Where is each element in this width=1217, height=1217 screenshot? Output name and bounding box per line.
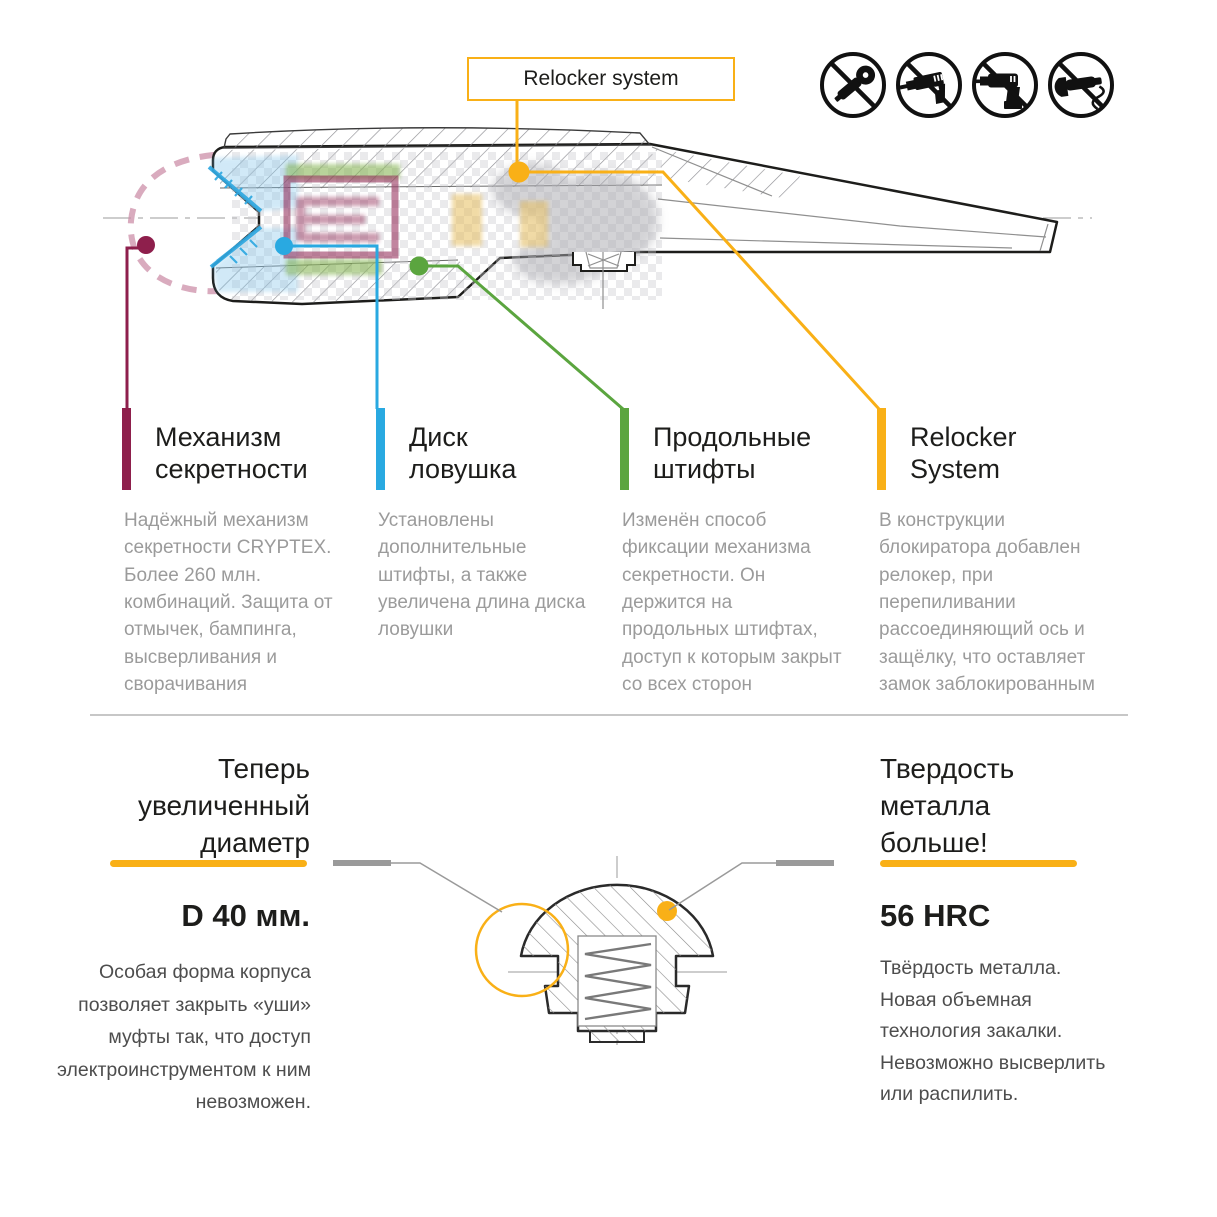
feature-title-line: Продольные — [653, 422, 812, 452]
dome-pin-cross-section — [333, 843, 845, 1055]
feature-description: Изменён способ фиксации механизма секретности. Он держится на продольных штифтах, доступ к которым закрыт со всех сторон — [622, 509, 842, 695]
feature-relocker-system — [877, 408, 1117, 698]
dome-pin-tail — [590, 1031, 644, 1042]
no-hammer-drill-icon — [970, 50, 1040, 120]
diameter-value: D 40 мм. — [181, 898, 310, 933]
feature-description: Установлены дополнительные штифты, а также увеличена длина диска ловушки — [378, 509, 586, 641]
section-divider — [90, 714, 1128, 716]
hardness-title: Твердость металла больше! — [880, 753, 1015, 859]
feature-title — [620, 408, 860, 486]
hardness-marker-dot — [657, 901, 677, 921]
feature-title-line: System — [910, 454, 1001, 485]
hardness-underline — [880, 860, 1077, 867]
feature-secrecy-mechanism — [122, 408, 362, 698]
feature-title — [376, 408, 616, 486]
feature-title-line: Relocker — [910, 422, 1017, 452]
hardness-description: Твёрдость металла. Новая объемная технология закалки. Невозможно высверлить или распилить. — [880, 957, 1106, 1106]
diameter-description: Особая форма корпуса позволяет закрыть «уши» муфты так, что доступ электроинструментом к ним невозможен. — [56, 961, 311, 1114]
relocker-system-callout-box — [467, 57, 735, 101]
feature-title — [122, 408, 362, 486]
diameter-title: Теперь увеличенный диаметр — [137, 753, 310, 859]
feature-color-bar — [620, 408, 629, 490]
relocker-box-label: Relocker system — [523, 67, 679, 90]
feature-description: Надёжный механизм секретности CRYPTEX. Более 260 млн. комбинаций. Защита от отмычек, бампинга, высверливания и сворачивания — [124, 509, 333, 695]
feature-description: В конструкции блокиратора добавлен релокер, при перепиливании рассоединяющий ось и защёлку, что оставляет замок заблокированным — [879, 509, 1095, 695]
left-leader-line — [333, 860, 502, 912]
right-leader-line — [669, 860, 834, 910]
hardness-value: 56 HRC — [880, 898, 991, 933]
body-cap-hatch — [224, 128, 650, 148]
diameter-underline — [110, 860, 307, 867]
prohibited-tools-icons — [818, 50, 1116, 120]
feature-color-bar — [376, 408, 385, 490]
feature-title-line: ловушка — [409, 454, 517, 485]
feature-color-bar — [122, 408, 131, 490]
feature-disc-trap — [376, 408, 616, 644]
feature-title — [877, 408, 1117, 486]
no-drill-icon — [894, 50, 964, 120]
feature-title-line: штифты — [653, 454, 756, 485]
feature-color-bar — [877, 408, 886, 490]
feature-title-line: секретности — [155, 454, 308, 485]
feature-title-line: Диск — [409, 422, 468, 452]
no-angle-grinder-icon — [1046, 50, 1116, 120]
no-die-grinder-icon — [818, 50, 888, 120]
lock-cross-section-diagram — [95, 95, 1110, 413]
feature-title-line: Механизм — [155, 422, 282, 452]
feature-longitudinal-pins — [620, 408, 860, 698]
